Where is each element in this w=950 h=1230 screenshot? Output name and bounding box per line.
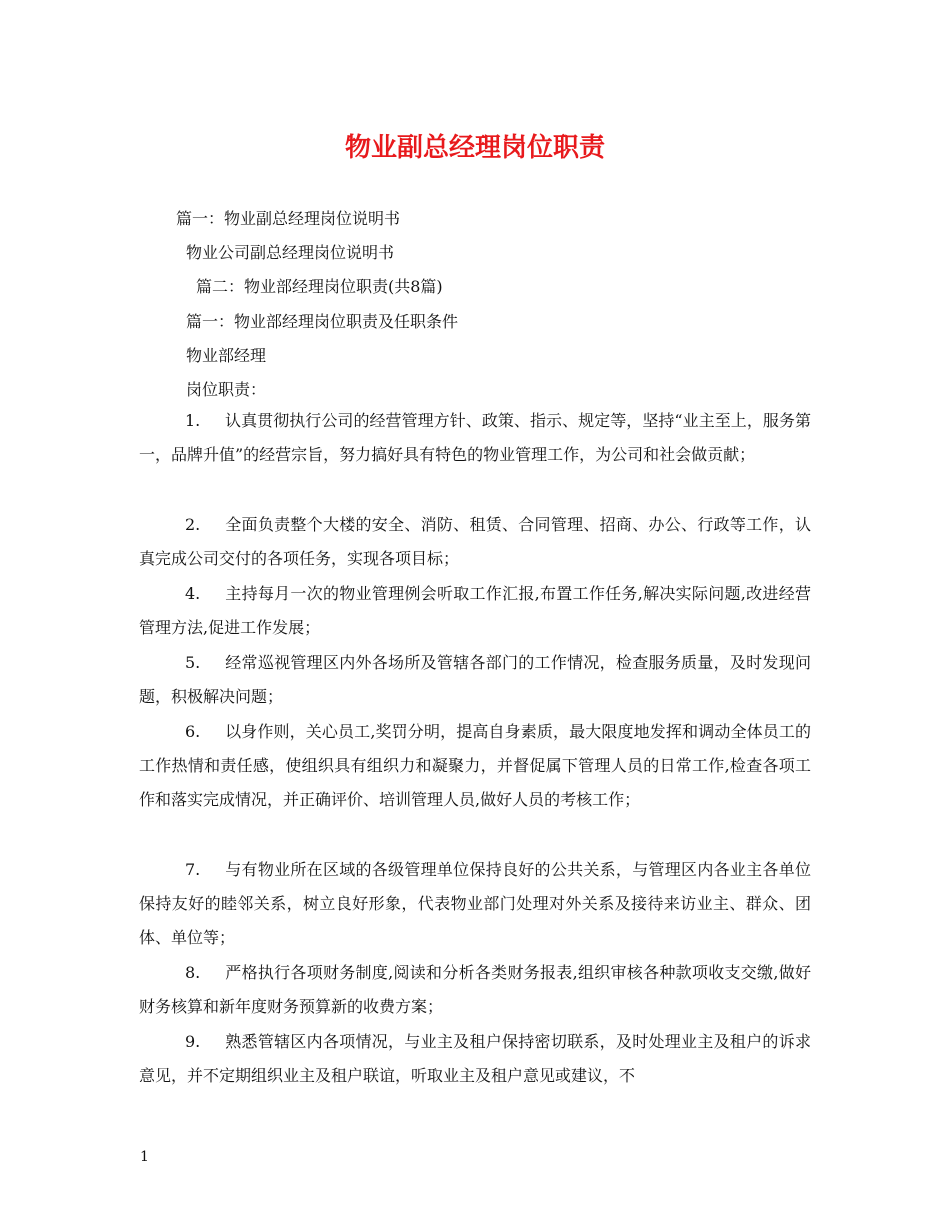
heading-2: 物业公司副总经理岗位说明书 <box>186 243 395 262</box>
document-title: 物业副总经理岗位职责 <box>344 133 605 163</box>
item-text: 主持每月一次的物业管理例会听取工作汇报,布置工作任务,解决实际问题,改进经营管理方法,促进工作发展； <box>139 584 811 637</box>
heading-5: 物业部经理 <box>186 346 267 365</box>
list-item <box>139 715 811 817</box>
list-item <box>139 1025 811 1093</box>
item-number: 1. <box>185 411 201 430</box>
heading-4: 篇一：物业部经理岗位职责及任职条件 <box>186 312 459 331</box>
list-item <box>139 577 811 645</box>
item-number: 2. <box>185 515 201 534</box>
item-text: 以身作则，关心员工,奖罚分明，提高自身素质，最大限度地发挥和调动全体员工的工作热情和责任感，使组织具有组织力和凝聚力，并督促属下管理人员的日常工作,检查各项工作和落实完成情况，并正确评价、培训管理人员,做好人员的考核工作； <box>139 722 811 809</box>
heading-3: 篇二：物业部经理岗位职责(共8篇) <box>196 277 443 296</box>
item-number: 4. <box>185 584 201 603</box>
item-text: 认真贯彻执行公司的经营管理方针、政策、指示、规定等，坚持“业主至上，服务第一，品牌升值”的经营宗旨，努力搞好具有特色的物业管理工作，为公司和社会做贡献； <box>139 411 811 464</box>
list-item <box>139 508 811 576</box>
list-item <box>139 646 811 714</box>
heading-6: 岗位职责： <box>186 380 267 399</box>
item-number: 9. <box>185 1032 201 1051</box>
heading-1: 篇一：物业副总经理岗位说明书 <box>176 209 401 228</box>
item-text: 全面负责整个大楼的安全、消防、租赁、合同管理、招商、办公、行政等工作，认真完成公司交付的各项任务，实现各项目标； <box>139 515 811 568</box>
list-item <box>139 853 811 955</box>
item-number: 5. <box>185 653 201 672</box>
item-number: 7. <box>185 860 201 879</box>
item-text: 熟悉管辖区内各项情况，与业主及租户保持密切联系，及时处理业主及租户的诉求意见，并不定期组织业主及租户联谊，听取业主及租户意见或建议，不 <box>139 1032 811 1085</box>
item-number: 8. <box>185 963 201 982</box>
item-text: 与有物业所在区域的各级管理单位保持良好的公共关系，与管理区内各业主各单位保持友好的睦邻关系，树立良好形象，代表物业部门处理对外关系及接待来访业主、群众、团体、单位等； <box>139 860 811 947</box>
list-item <box>139 404 811 472</box>
item-text: 经常巡视管理区内外各场所及管辖各部门的工作情况，检查服务质量，及时发现问题，积极解决问题； <box>139 653 811 706</box>
page-number: 1 <box>140 1149 149 1165</box>
item-number: 6. <box>185 722 201 741</box>
list-item <box>139 956 811 1024</box>
item-text: 严格执行各项财务制度,阅读和分析各类财务报表,组织审核各种款项收支交缴,做好财务核算和新年度财务预算新的收费方案； <box>139 963 811 1016</box>
